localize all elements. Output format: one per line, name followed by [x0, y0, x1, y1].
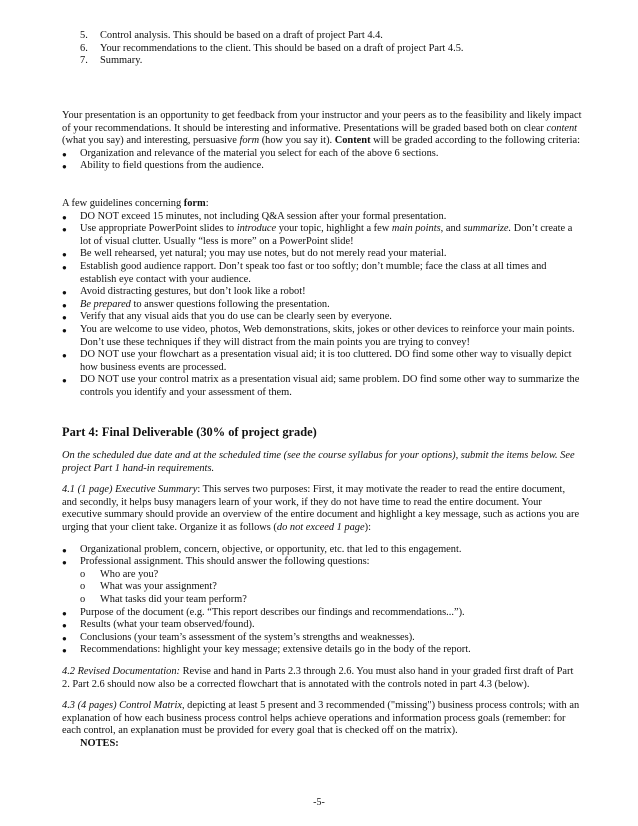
- numbered-item: [62, 43, 582, 56]
- criteria-item: [62, 148, 582, 161]
- bullet-icon: ●: [62, 300, 67, 310]
- guidelines-intro: [62, 198, 582, 211]
- bullet-icon: ●: [62, 288, 67, 298]
- section-label: 4.3 (4 pages) Control Matrix: [62, 700, 182, 712]
- paragraph-text: (what you say) and interesting, persuasive: [62, 135, 240, 147]
- exec-item-text: Conclusions (your team’s assessment of the system’s strengths and weaknesses).: [80, 631, 415, 643]
- exec-item: [62, 556, 582, 569]
- exec-item-text: Professional assignment. This should answer the following questions:: [80, 556, 370, 568]
- part4-heading: Part 4: Final Deliverable (30% of project grade): [62, 425, 317, 439]
- numbered-item: [62, 55, 582, 68]
- executive-summary: [62, 484, 582, 534]
- exec-item-text: Purpose of the document (e.g. “This report describes our findings and recommendations...”).: [80, 606, 465, 618]
- guideline-text: Verify that any visual aids that you do use can be clearly seen by everyone.: [80, 311, 392, 323]
- numbered-item: [62, 30, 582, 43]
- sub-item-text: What was your assignment?: [100, 581, 217, 593]
- bullet-icon: ●: [62, 351, 67, 361]
- criteria-text: Ability to field questions from the audience.: [80, 160, 264, 172]
- emphasis-content: content: [546, 122, 578, 134]
- bullet-icon: ●: [62, 646, 67, 656]
- intro-colon: :: [205, 198, 209, 209]
- criteria-item: [62, 160, 582, 173]
- guideline-text: DO NOT exceed 15 minutes, not including Q&A session after your formal presentation.: [80, 210, 447, 222]
- bullet-icon: ●: [62, 608, 67, 618]
- section-label: 4.2 Revised Documentation:: [62, 665, 181, 677]
- section-text: : This serves two purposes: First, it may motivate the reader to read the entire document, and secondly, it helps busy managers learn of your work, if they do not have time to read the entire document. Your executive summary should provide an overview of the entire document and highlight a key message, such as actions you are urging that your client take. Organize it as follows (: [62, 484, 580, 533]
- bullet-icon: ●: [62, 376, 67, 386]
- bold-form: form: [183, 198, 206, 209]
- intro-text: A few guidelines concerning: [62, 198, 184, 209]
- guideline-item: [62, 324, 582, 349]
- criteria-text: Organization and relevance of the material you select for each of the above 6 sections.: [80, 147, 439, 159]
- emphasis: summarize.: [463, 223, 512, 235]
- guideline-item: [62, 374, 582, 399]
- text-segment: Don’t create a lot of visual clutter. Usually “less is more” on a PowerPoint slide!: [80, 223, 573, 247]
- guideline-text: [80, 299, 582, 312]
- bullet-icon: ●: [62, 545, 67, 555]
- emphasis: main points: [391, 223, 441, 235]
- guideline-item: [62, 248, 582, 261]
- guideline-item: [62, 299, 582, 312]
- exec-item: [62, 619, 582, 632]
- guideline-text: Be well rehearsed, yet natural; you may use notes, but do not merely read your material.: [80, 248, 447, 260]
- revised-documentation: [62, 666, 582, 691]
- exec-list: [62, 544, 582, 657]
- section-text: , depicting at least 5 present and 3 recommended ("missing") business process controls; with an explanation of how each business process control helps achieve operations and information process goals (remember: for each control, an explanation must be provided for every goal that is checked off on the matrix).: [62, 700, 580, 737]
- guideline-item: [62, 223, 582, 248]
- circle-bullet-icon: o: [80, 593, 86, 605]
- paragraph-text: (how you say it).: [259, 135, 335, 147]
- guideline-item: [62, 311, 582, 324]
- item-number: 7.: [80, 55, 88, 67]
- emphasis: Be prepared: [80, 298, 131, 310]
- sub-item-text: Who are you?: [100, 568, 159, 580]
- guideline-text: [80, 223, 582, 248]
- guideline-item: [62, 211, 582, 224]
- exec-item: [62, 632, 582, 645]
- section-text: Revise and hand in Parts 2.3 through 2.6. You must also hand in your graded first draft of Part 2. Part 2.6 should now also be a corrected flowchart that is annotated with the controls noted in part 4.3 (below).: [62, 665, 574, 690]
- section-label: 4.1 (1 page) Executive Summary: [62, 484, 198, 496]
- guideline-text: Avoid distracting gestures, but don’t look like a robot!: [80, 286, 306, 298]
- guideline-item: [62, 349, 582, 374]
- notes-label: NOTES:: [80, 737, 119, 749]
- circle-bullet-icon: o: [80, 568, 86, 580]
- exec-item: [62, 644, 582, 657]
- text-segment: your topic, highlight a few: [276, 223, 392, 235]
- text-segment: , and: [440, 223, 464, 235]
- bullet-icon: ●: [62, 621, 67, 631]
- bold-content: Content: [334, 135, 371, 147]
- part4-body: [62, 450, 582, 750]
- bullet-icon: ●: [62, 633, 67, 643]
- exec-item-text: Organizational problem, concern, objective, or opportunity, etc. that led to this engagement.: [80, 543, 462, 555]
- bullet-icon: ●: [62, 313, 67, 323]
- exec-item-text: Recommendations: highlight your key message; extensive details go in the body of the report.: [80, 644, 471, 656]
- control-matrix: [62, 700, 582, 738]
- bullet-icon: ●: [62, 225, 67, 235]
- form-guidelines: [62, 198, 582, 400]
- emphasis: introduce: [236, 223, 277, 235]
- guideline-item: [62, 286, 582, 299]
- item-text: Summary.: [100, 55, 143, 67]
- sub-item: [80, 569, 582, 582]
- exec-item-text: Results (what your team observed/found).: [80, 619, 255, 631]
- bullet-icon: ●: [62, 212, 67, 222]
- bullet-icon: ●: [62, 250, 67, 260]
- bullet-icon: ●: [62, 558, 67, 568]
- sub-item: [80, 594, 582, 607]
- numbered-list: [62, 30, 582, 68]
- bullet-icon: ●: [62, 162, 67, 172]
- bullet-icon: ●: [62, 149, 67, 159]
- paragraph-text: Your presentation is an opportunity to get feedback from your instructor and your peers as to the feasibility and likely impact of your recommendations. It should be interesting and informative. Presentations will be graded based both on clear: [62, 110, 582, 134]
- bullet-icon: ●: [62, 262, 67, 272]
- emphasis: do not exceed 1 page: [276, 521, 365, 533]
- guideline-text: DO NOT use your control matrix as a presentation visual aid; same problem. DO find some other way to summarize the controls you identify and your assessment of them.: [80, 374, 580, 398]
- text-segment: Use appropriate PowerPoint slides to: [80, 223, 237, 235]
- guideline-item: [62, 261, 582, 286]
- bullet-icon: ●: [62, 325, 67, 335]
- circle-bullet-icon: o: [80, 581, 86, 593]
- guideline-text: Establish good audience rapport. Don’t speak too fast or too softly; don’t mumble; face the class at all times and establish eye contact with your audience.: [80, 260, 547, 285]
- item-number: 6.: [80, 42, 88, 54]
- item-text: Control analysis. This should be based on a draft of project Part 4.4.: [100, 30, 383, 41]
- intro-italic: On the scheduled due date and at the scheduled time (see the course syllabus for your options), submit the items below. See project Part 1 hand-in requirements.: [62, 450, 575, 474]
- exec-item: [62, 607, 582, 620]
- part4-intro: [62, 450, 582, 475]
- guideline-text: DO NOT use your flowchart as a presentation visual aid; it is too cluttered. DO find some other way to visually depict how business events are processed.: [80, 349, 572, 373]
- text-segment: to answer questions following the presentation.: [130, 298, 330, 310]
- presentation-paragraph: [62, 110, 582, 173]
- item-text: Your recommendations to the client. This should be based on a draft of project Part 4.5.: [100, 42, 464, 54]
- paragraph-text: will be graded according to the following criteria:: [370, 135, 581, 147]
- page-number: -5-: [313, 797, 325, 808]
- emphasis-form: form: [239, 135, 260, 147]
- section-text: ):: [364, 521, 371, 533]
- sub-item-text: What tasks did your team perform?: [100, 593, 247, 605]
- item-number: 5.: [80, 30, 88, 41]
- sub-item: [80, 581, 582, 594]
- exec-item: [62, 544, 582, 557]
- guideline-text: You are welcome to use video, photos, Web demonstrations, skits, jokes or other devices to reinforce your main points. Don’t use these techniques if they will distract from the main points you are trying to convey!: [80, 323, 575, 348]
